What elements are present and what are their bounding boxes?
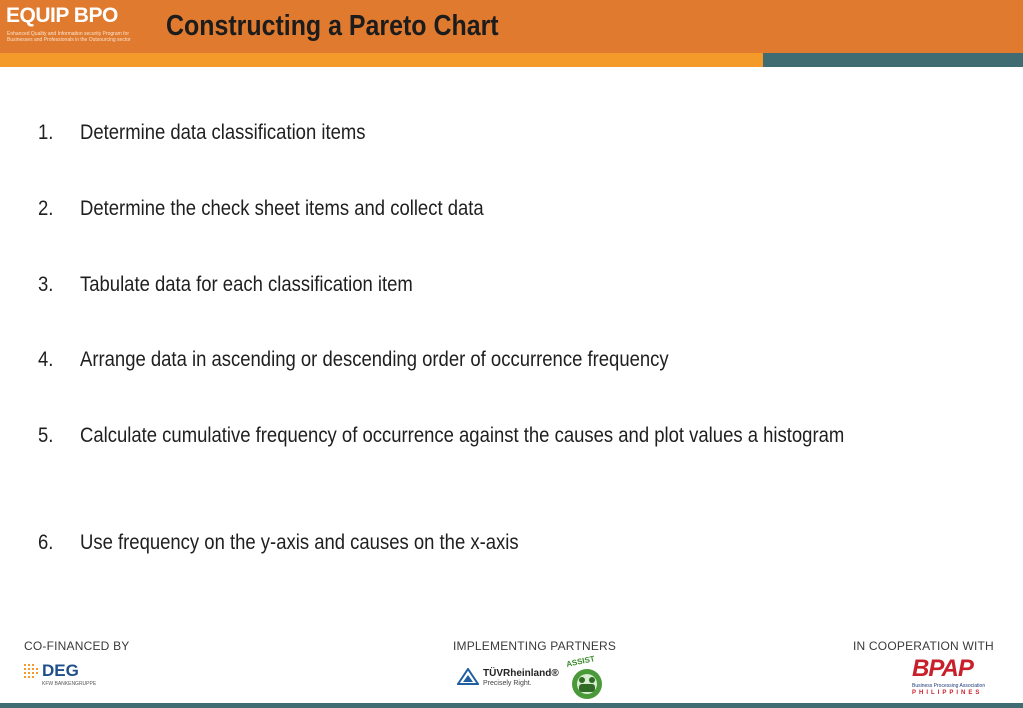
assist-name: ASSIST [565,654,596,669]
step-text: Use frequency on the y-axis and causes on the x-axis [80,531,519,554]
header-strip-teal [763,53,1023,67]
footer-bar [0,703,1023,708]
step-number: 6. [38,531,54,554]
logo-subtitle: Enhanced Quality and Information security Program for Businesses and Professionals in the Outsourcing sector [7,31,131,43]
cooperation-label: IN COOPERATION WITH [853,639,994,653]
step-item [38,344,963,375]
step-number: 1. [38,121,54,144]
step-number: 3. [38,273,54,296]
deg-sub: KFW BANKENGRUPPE [42,681,97,687]
step-number: 2. [38,197,54,220]
step-item [38,527,963,558]
step-text: Calculate cumulative frequency of occurrence against the causes and plot values a histogram [80,424,845,447]
step-text: Tabulate data for each classification item [80,273,413,296]
tuv-name: TÜVRheinland® [483,668,559,679]
step-item [38,117,963,148]
step-item [38,193,963,224]
step-text: Arrange data in ascending or descending order of occurrence frequency [80,348,669,371]
step-number: 4. [38,348,54,371]
step-text: Determine the check sheet items and collect data [80,197,484,220]
assist-logo [563,654,613,701]
header-strip-orange [0,53,763,67]
deg-logo [22,660,132,694]
deg-name: DEG [42,661,79,680]
tuv-tagline: Precisely Right. [483,680,532,687]
tuv-triangle-icon [457,668,479,686]
step-text: Determine data classification items [80,121,366,144]
step-number: 5. [38,424,54,447]
implementing-partners-label: IMPLEMENTING PARTNERS [453,639,617,653]
step-item [38,420,963,482]
bpap-country: PHILIPPINES [912,690,983,696]
logo-text: EQUIP BPO [6,4,118,27]
slide-title: Constructing a Pareto Chart [166,10,499,42]
tuv-rheinland-logo [455,666,565,692]
equip-bpo-logo [6,4,154,50]
co-financed-label: CO-FINANCED BY [24,639,130,653]
bpap-logo [910,655,1000,697]
bpap-name: BPAP [912,655,973,682]
bpap-sub: Business Processing Association [912,683,986,689]
steps-list [38,117,963,558]
step-item [38,269,963,300]
